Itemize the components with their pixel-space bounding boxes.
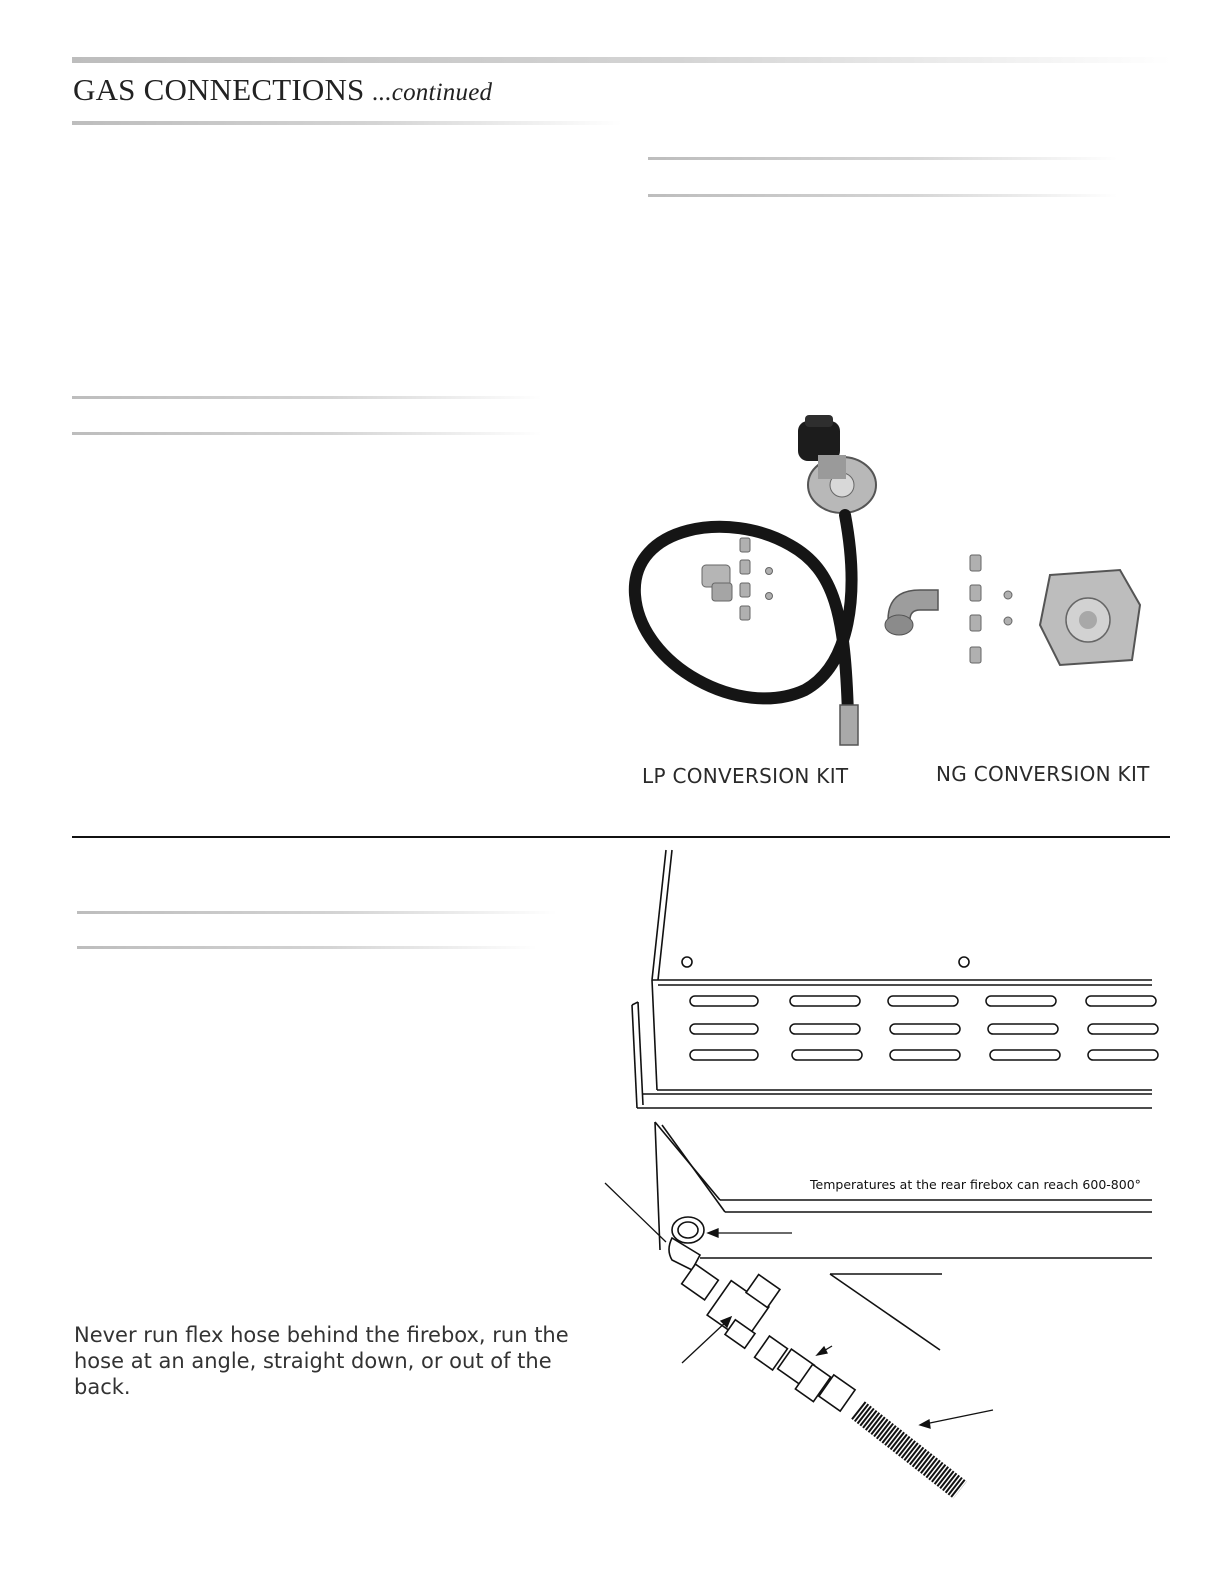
vent-slots: [690, 996, 1158, 1060]
flex-hose-warning-text: Never run flex hose behind the firebox, run the hose at an angle, straight down, or out of the back.: [74, 1323, 569, 1399]
lp-hose-fitting: [840, 705, 858, 745]
page-title: [73, 72, 492, 108]
right-section-rule-top: [648, 157, 1118, 160]
page-title-main: GAS CONNECTIONS: [73, 72, 365, 107]
lp-regulator: [798, 415, 876, 513]
flex-hose: [858, 1410, 960, 1490]
right-section-rule-bottom: [648, 194, 1118, 197]
ng-orifices: [970, 555, 1012, 663]
lp-kit-caption: LP CONVERSION KIT: [642, 764, 849, 788]
left-section-rule-top: [72, 396, 542, 399]
shutoff-valve: [682, 1264, 855, 1411]
lower-section-rule-top: [77, 911, 557, 914]
gas-inlet: [669, 1217, 704, 1270]
ng-regulator: [1040, 570, 1140, 665]
page-title-continued: ...continued: [372, 79, 493, 106]
ng-elbow-fitting: [885, 590, 938, 635]
lp-orifices: [740, 538, 773, 620]
left-section-rule-bottom: [72, 432, 542, 435]
header-bottom-rule: [72, 121, 622, 125]
lp-elbow-fitting: [702, 565, 732, 601]
conversion-kits-photo: [620, 415, 1180, 760]
header-top-rule: [72, 57, 1172, 63]
section-divider: [72, 836, 1170, 838]
lower-section-rule-bottom: [77, 946, 537, 949]
grill-gas-connection-diagram: [600, 850, 1160, 1500]
firebox-warning-label: Temperatures at the rear firebox can reach 600-800°: [810, 1177, 1141, 1192]
ng-kit-caption: NG CONVERSION KIT: [936, 762, 1150, 786]
